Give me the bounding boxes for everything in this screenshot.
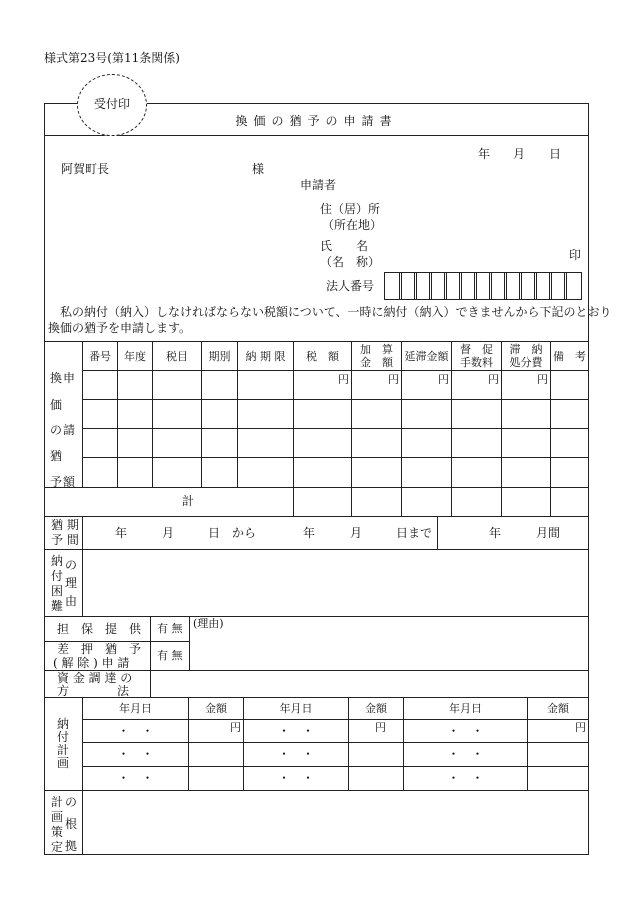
grace-from-month: 月 xyxy=(162,526,175,540)
collateral-label: 担 保 提 供 xyxy=(57,622,142,636)
plan-date-dots: ・ ・ xyxy=(447,747,484,761)
header-number: 番号 xyxy=(89,350,111,363)
plan-amount-header-3: 金額 xyxy=(547,702,569,715)
plan-yen-3: 円 xyxy=(575,721,586,734)
yen-delinquency: 円 xyxy=(438,373,449,386)
header-remarks: 備 考 xyxy=(553,350,586,363)
grace-months-year: 年 xyxy=(489,526,502,540)
statement-line-1: 私の納付（納入）しなければならない税額について、一時に納付（納入）できませんから下記のとおり xyxy=(60,305,612,319)
corp-number-digit-box[interactable] xyxy=(564,272,582,300)
address-sub-label: （所在地） xyxy=(322,218,383,232)
plan-date-dots: ・ ・ xyxy=(447,771,484,785)
date-year: 年 xyxy=(478,147,491,161)
plan-date-dots: ・ ・ xyxy=(277,724,314,738)
header-additional-2: 金 額 xyxy=(360,356,393,369)
header-tax-amount: 税 額 xyxy=(306,350,339,363)
header-due-date: 納 期 限 xyxy=(245,350,286,363)
plan-date-dots: ・ ・ xyxy=(117,771,154,785)
plan-date-header-2: 年月日 xyxy=(279,702,313,715)
side-char: 策 xyxy=(51,825,64,839)
side-char: の xyxy=(65,795,78,809)
side-char: 定 xyxy=(51,840,64,854)
reception-stamp-label: 受付印 xyxy=(93,97,130,111)
plan-yen-1: 円 xyxy=(230,721,241,734)
grace-to-month: 月 xyxy=(350,526,363,540)
applicant-label: 申請者 xyxy=(300,178,337,192)
collateral-reason-label: (理由) xyxy=(193,617,224,630)
side-char: 根 xyxy=(65,817,78,831)
side-char: 困 xyxy=(51,584,64,598)
header-demand-fee-1: 督 促 xyxy=(460,343,493,356)
plan-date-dots: ・ ・ xyxy=(117,724,154,738)
header-delinquency: 延滞金額 xyxy=(404,350,449,363)
plan-date-header-1: 年月日 xyxy=(119,702,152,715)
side-char: 請 xyxy=(63,423,76,437)
side-char: 予 xyxy=(50,475,63,489)
plan-date-dots: ・ ・ xyxy=(117,747,154,761)
date-month: 月 xyxy=(513,147,526,161)
yen-demand-fee: 円 xyxy=(488,373,499,386)
header-period: 期別 xyxy=(208,350,231,363)
grace-label-2: 予 間 xyxy=(51,533,79,547)
side-char: 額 xyxy=(63,475,76,489)
side-char: 理 xyxy=(65,576,78,590)
yen-additional: 円 xyxy=(388,373,399,386)
header-demand-fee-2: 手数料 xyxy=(460,356,493,369)
side-char: 納 xyxy=(51,554,64,568)
yen-tax-amount: 円 xyxy=(338,373,349,386)
grace-from-day: 日 から xyxy=(208,526,257,540)
seizure-yes-no: 有 無 xyxy=(157,649,183,662)
side-char: 付 xyxy=(51,569,64,583)
side-char: の xyxy=(65,558,78,572)
grace-to-day: 日まで xyxy=(396,526,433,540)
header-tax-item: 税目 xyxy=(166,350,188,363)
name-sub-label: （名 称） xyxy=(320,255,381,269)
seal-mark: 印 xyxy=(569,248,582,262)
name-label: 氏 名 xyxy=(320,239,369,253)
funding-label-1: 資 金 調 達 の xyxy=(57,671,133,685)
address-label: 住（居）所 xyxy=(320,202,381,216)
grace-from-year: 年 xyxy=(115,526,128,540)
side-char: 申 xyxy=(63,371,76,385)
funding-label-2: 方 法 xyxy=(57,684,130,698)
seizure-label-2: ( 解 除 ) 申 請 xyxy=(53,656,130,670)
total-label: 計 xyxy=(182,494,195,508)
grace-to-year: 年 xyxy=(303,526,316,540)
grace-label-1: 猶 期 xyxy=(51,518,79,532)
statement-line-2: 換価の猶予を申請します。 xyxy=(48,321,192,335)
plan-amount-header-1: 金額 xyxy=(205,702,227,715)
form-number: 様式第23号(第11条関係) xyxy=(44,51,180,65)
side-char: 画 xyxy=(57,756,70,770)
yen-disposition: 円 xyxy=(537,373,548,386)
form-title: 換価の猶予の申請書 xyxy=(235,114,398,128)
plan-date-dots: ・ ・ xyxy=(447,724,484,738)
addressee: 阿賀町長 xyxy=(61,162,110,176)
grace-months: 月間 xyxy=(536,526,561,540)
plan-amount-header-2: 金額 xyxy=(365,702,387,715)
side-char: 納 xyxy=(57,717,70,731)
side-char: 付 xyxy=(57,730,70,744)
side-char: 計 xyxy=(57,743,70,757)
plan-yen-2: 円 xyxy=(375,721,386,734)
honorific: 様 xyxy=(252,162,265,176)
side-char: 拠 xyxy=(65,839,78,853)
side-char: 価 xyxy=(50,398,63,412)
date-day: 日 xyxy=(549,147,562,161)
side-char: 猶 xyxy=(50,449,63,463)
side-char: 難 xyxy=(51,599,64,613)
side-char: 計 xyxy=(51,795,64,809)
plan-date-header-3: 年月日 xyxy=(449,702,482,715)
side-char: 換 xyxy=(50,371,63,385)
header-additional-1: 加 算 xyxy=(360,343,393,356)
side-char: の xyxy=(50,423,63,437)
side-char: 由 xyxy=(65,594,78,608)
corp-number-label: 法人番号 xyxy=(326,279,375,293)
side-char: 画 xyxy=(51,810,64,824)
seizure-label-1: 差 押 猶 予 xyxy=(57,642,142,656)
plan-date-dots: ・ ・ xyxy=(277,747,314,761)
header-disposition-2: 処分費 xyxy=(509,356,543,369)
header-fiscal-year: 年度 xyxy=(124,350,146,363)
plan-date-dots: ・ ・ xyxy=(277,771,314,785)
header-disposition-1: 滞 納 xyxy=(509,343,543,356)
collateral-yes-no: 有 無 xyxy=(157,622,183,635)
